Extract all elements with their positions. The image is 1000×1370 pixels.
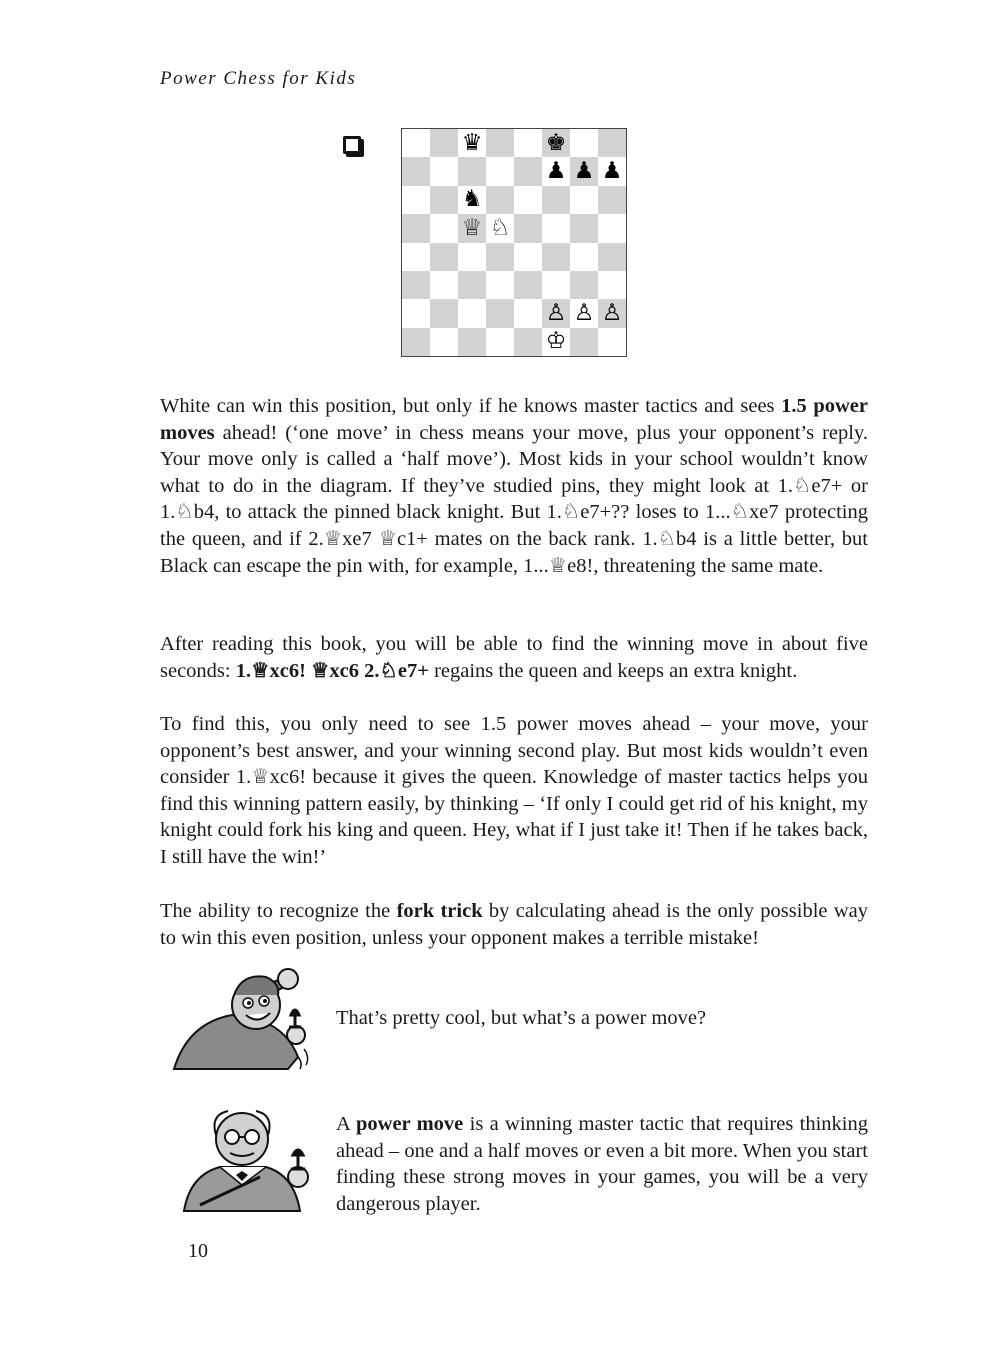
square-g2: ♙ <box>570 299 598 327</box>
square-e5 <box>514 214 542 242</box>
text-run: A <box>336 1113 356 1135</box>
text-run: regains the queen and keeps an extra knight. <box>428 659 798 682</box>
page-number: 10 <box>188 1240 208 1262</box>
square-c1 <box>458 328 486 356</box>
square-e6 <box>514 186 542 214</box>
square-f3 <box>542 271 570 299</box>
square-a5 <box>402 214 430 242</box>
square-c7 <box>458 157 486 185</box>
square-d6 <box>486 186 514 214</box>
square-g5 <box>570 214 598 242</box>
chess-diagram <box>401 128 627 357</box>
square-c4 <box>458 243 486 271</box>
text-run: That’s pretty cool, but what’s a power move? <box>336 1007 707 1029</box>
square-h2: ♙ <box>598 299 626 327</box>
square-e3 <box>514 271 542 299</box>
to-move-checkbox-icon <box>343 136 361 154</box>
square-f6 <box>542 186 570 214</box>
square-b2 <box>430 299 458 327</box>
square-d1 <box>486 328 514 356</box>
square-f5 <box>542 214 570 242</box>
square-f1: ♔ <box>542 328 570 356</box>
paragraph-solution <box>160 631 868 684</box>
square-b6 <box>430 186 458 214</box>
square-e7 <box>514 157 542 185</box>
paragraph-intro <box>160 393 868 579</box>
square-g4 <box>570 243 598 271</box>
square-f4 <box>542 243 570 271</box>
square-a3 <box>402 271 430 299</box>
text-run: ahead! (‘one move’ in chess means your move, plus your opponent’s reply. Your move only is called a ‘half move’). Most kids in your school wouldn’t know what to do in the diagram. If they’ve studied pins, they might look at 1.♘e7+ or 1.♘b4, to attack the pinned black knight. But 1.♘e7+?? loses to 1...♘xe7 protecting the queen, and if 2.♕xe7 ♕c1+ mates on the back rank. 1.♘b4 is a little better, but Black can escape the pin with, for example, 1...♕e8!, threatening the same mate. <box>160 421 868 577</box>
kid-speech-text <box>336 1005 868 1032</box>
text-run: by calculating ahead is the only possible way to win this even position, unless your opponent makes a terrible mistake! <box>160 900 868 949</box>
square-b1 <box>430 328 458 356</box>
square-g3 <box>570 271 598 299</box>
square-g7: ♟ <box>570 157 598 185</box>
square-h5 <box>598 214 626 242</box>
square-c5: ♕ <box>458 214 486 242</box>
square-h6 <box>598 186 626 214</box>
running-head: Power Chess for Kids <box>160 68 357 89</box>
text-run: After reading this book, you will be able to find the winning move in about five seconds: <box>160 633 868 682</box>
square-f2: ♙ <box>542 299 570 327</box>
coach-cartoon-figure <box>180 1105 320 1215</box>
square-g6 <box>570 186 598 214</box>
square-h4 <box>598 243 626 271</box>
square-a8 <box>402 129 430 157</box>
square-b5 <box>430 214 458 242</box>
square-a4 <box>402 243 430 271</box>
square-a1 <box>402 328 430 356</box>
square-b8 <box>430 129 458 157</box>
square-e2 <box>514 299 542 327</box>
square-d2 <box>486 299 514 327</box>
square-g8 <box>570 129 598 157</box>
text-run: The ability to recognize the <box>160 900 397 922</box>
square-d5: ♘ <box>486 214 514 242</box>
text-run: To find this, you only need to see 1.5 power moves ahead – your move, your opponent’s best answer, and your winning second play. But most kids wouldn’t even consider 1.♕xc6! because it gives the queen. Knowledge of master tactics helps you find this winning pattern easily, by thinking – ‘If only I could get rid of his knight, my knight could fork his king and queen. Hey, what if I just take it! Then if he takes back, I still have the win!’ <box>160 713 868 868</box>
square-b7 <box>430 157 458 185</box>
square-h1 <box>598 328 626 356</box>
square-e1 <box>514 328 542 356</box>
square-b4 <box>430 243 458 271</box>
bold-run: 1.5 power moves <box>160 395 868 444</box>
square-d8 <box>486 129 514 157</box>
text-run: is a winning master tactic that requires thinking ahead – one and a half moves or even a bit more. When you start finding these strong moves in your games, you will be a very dangerous player. <box>336 1113 868 1215</box>
square-c3 <box>458 271 486 299</box>
square-f8: ♚ <box>542 129 570 157</box>
coach-speech-text <box>336 1111 868 1217</box>
paragraph-fork-trick <box>160 898 868 951</box>
square-b3 <box>430 271 458 299</box>
square-h8 <box>598 129 626 157</box>
square-a2 <box>402 299 430 327</box>
text-run: White can win this position, but only if he knows master tactics and sees <box>160 395 782 417</box>
square-c8: ♛ <box>458 129 486 157</box>
bold-run: power move <box>356 1113 464 1135</box>
square-e4 <box>514 243 542 271</box>
square-c6: ♞ <box>458 186 486 214</box>
bold-run: fork trick <box>396 900 483 922</box>
square-a6 <box>402 186 430 214</box>
square-f7: ♟ <box>542 157 570 185</box>
bold-run: 1.♕xc6! ♕xc6 2.♘e7+ <box>235 659 429 682</box>
square-h3 <box>598 271 626 299</box>
square-d7 <box>486 157 514 185</box>
square-d4 <box>486 243 514 271</box>
square-h7: ♟ <box>598 157 626 185</box>
square-a7 <box>402 157 430 185</box>
paragraph-explanation <box>160 711 868 871</box>
square-d3 <box>486 271 514 299</box>
square-g1 <box>570 328 598 356</box>
square-e8 <box>514 129 542 157</box>
kid-cartoon-figure <box>170 965 315 1073</box>
square-c2 <box>458 299 486 327</box>
